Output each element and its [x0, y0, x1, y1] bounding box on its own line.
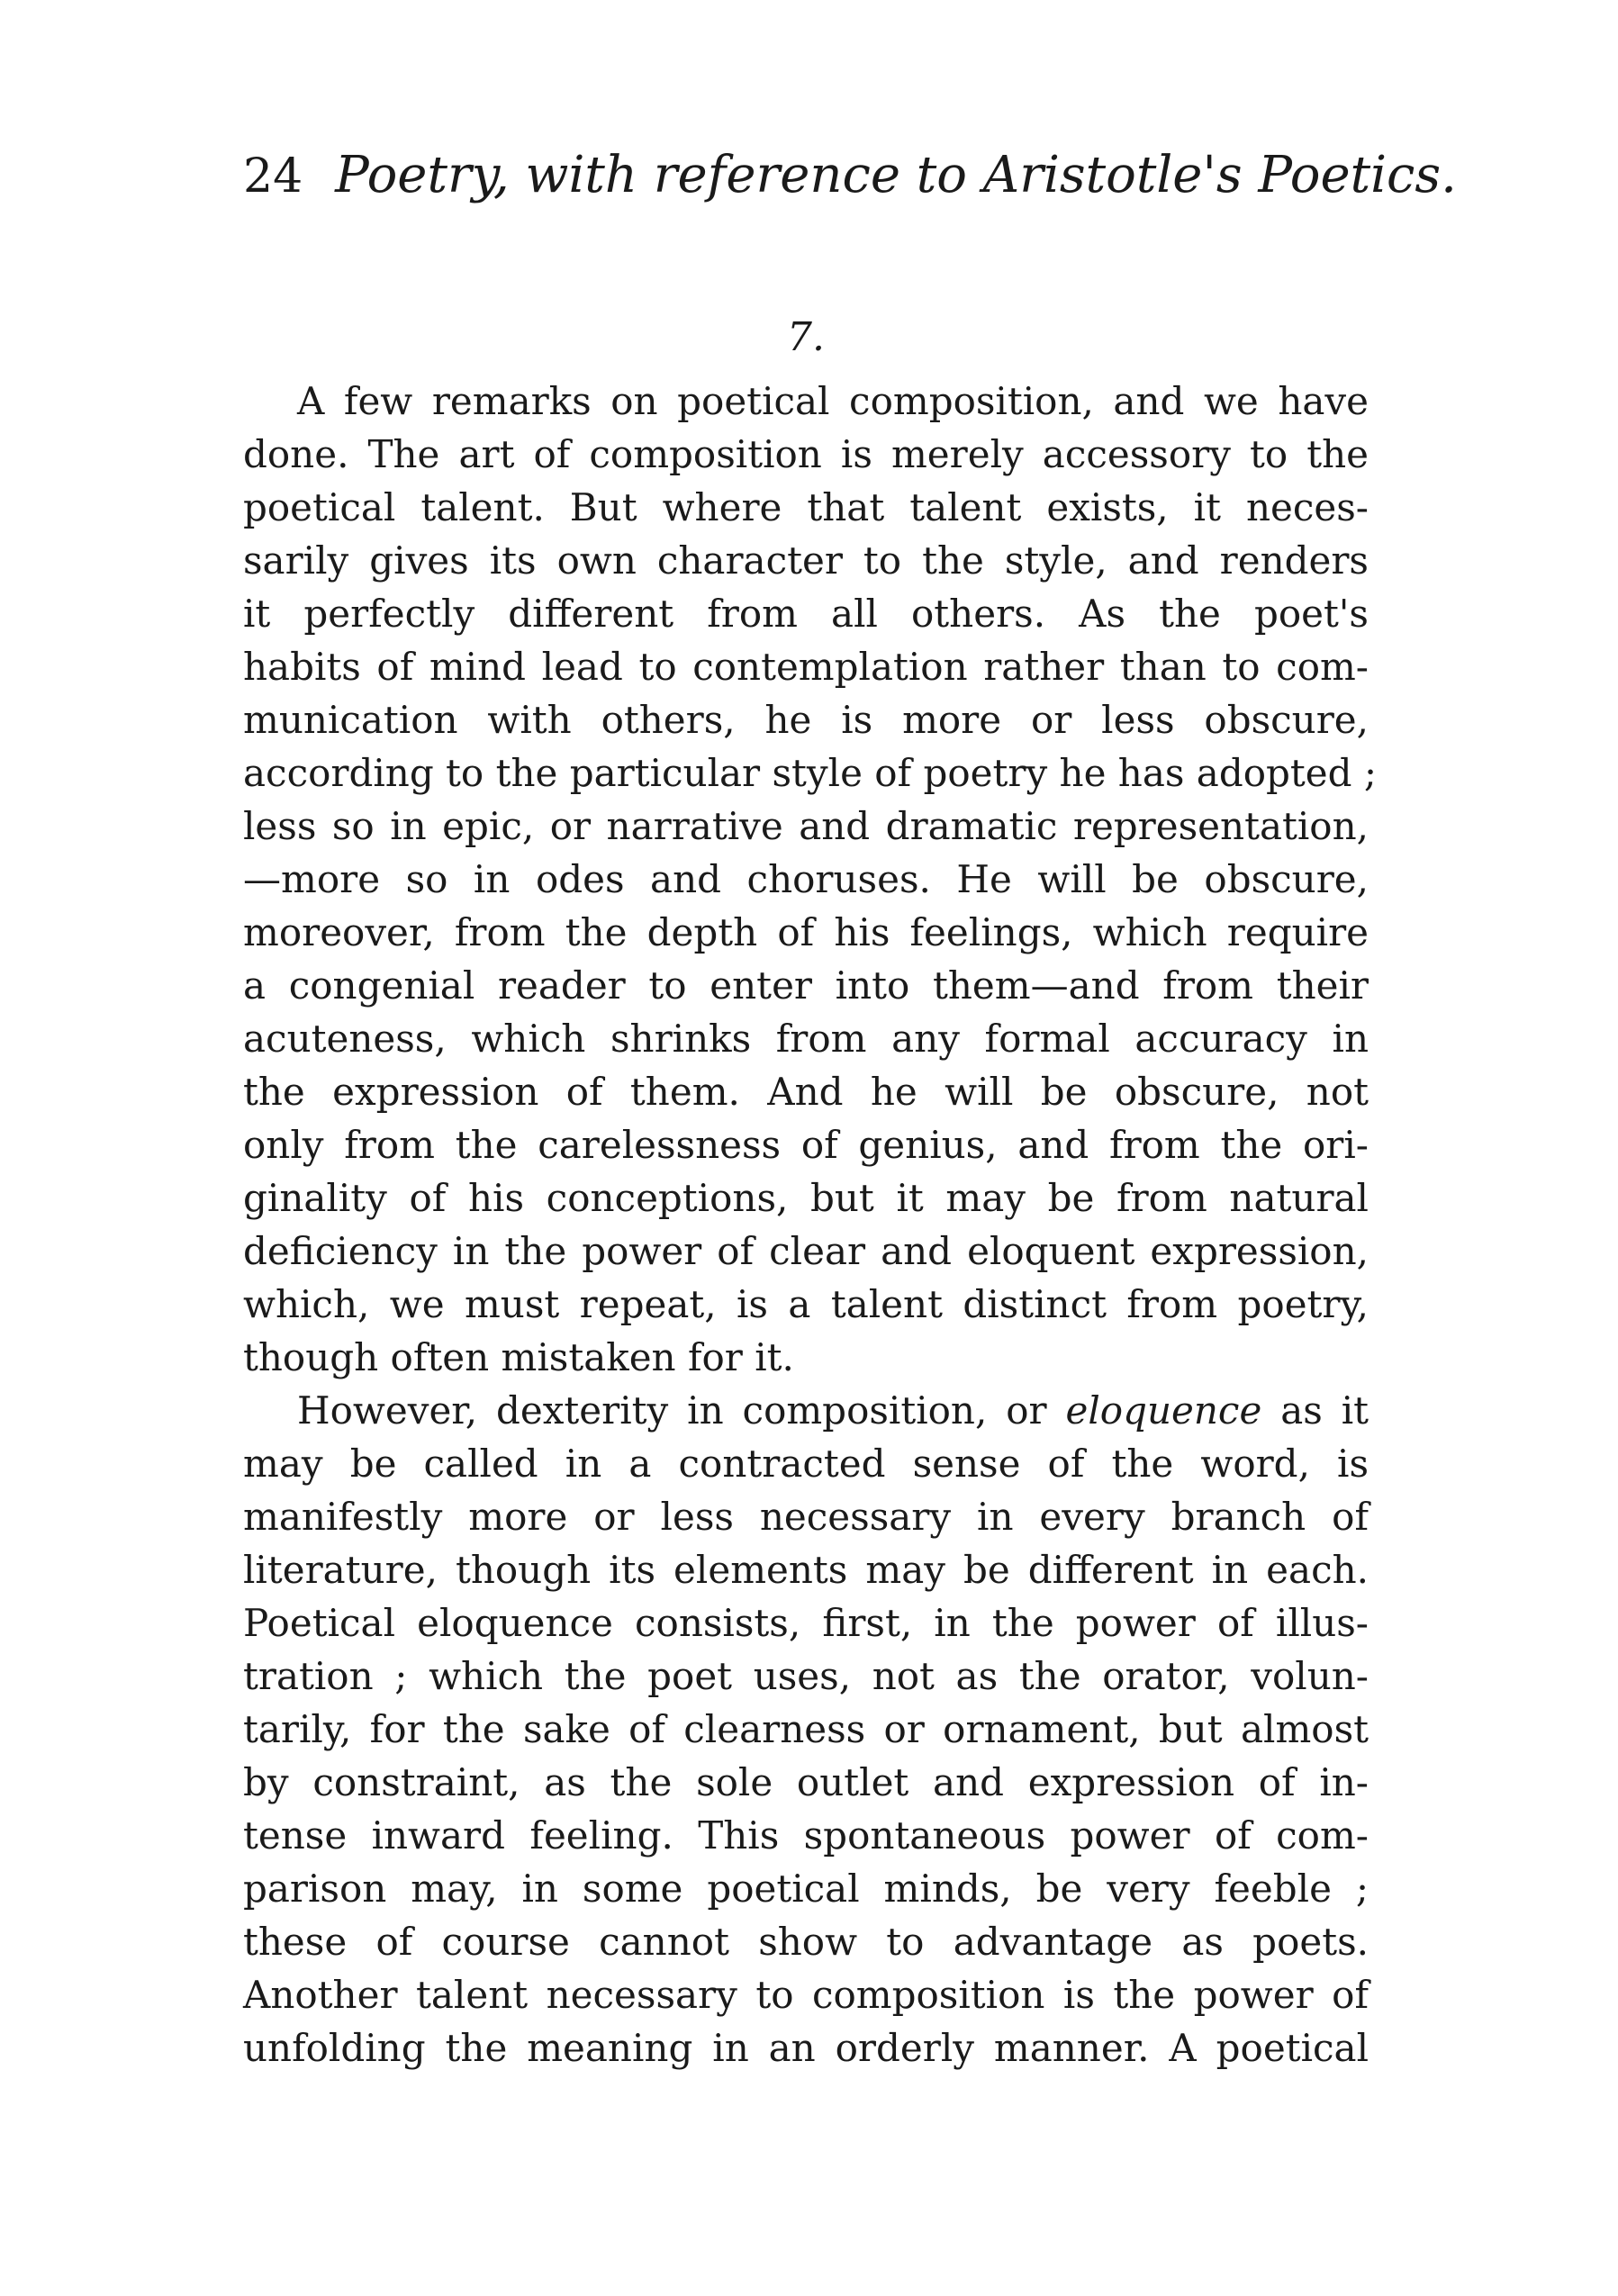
- text-line: Poetical eloquence consists, first, in the power of illus-: [243, 1601, 1369, 1645]
- text-line: done. The art of composition is merely accessory to the: [243, 432, 1369, 476]
- text-line: [243, 1384, 1369, 1437]
- text-line: tarily, for the sake of clearness or ornament, but almost: [243, 1707, 1369, 1751]
- running-title: Poetry, with reference to Aristotle's Poetics.: [335, 146, 1457, 204]
- text-line: Another talent necessary to composition is the power of: [243, 1973, 1369, 2017]
- text-line: it perfectly different from all others. As the poet's: [243, 592, 1369, 636]
- text-line: these of course cannot show to advantage as poets.: [243, 1920, 1369, 1964]
- text-line: according to the particular style of poetry he has adopted ;: [243, 751, 1377, 795]
- page-number: 24: [243, 149, 303, 203]
- running-head: [243, 126, 1457, 225]
- text-line: which, we must repeat, is a talent distinct from poetry,: [243, 1282, 1369, 1326]
- text-line: acuteness, which shrinks from any formal accuracy in: [243, 1017, 1369, 1061]
- text-line: habits of mind lead to contemplation rather than to com-: [243, 645, 1369, 689]
- text-line: literature, though its elements may be different in each.: [243, 1548, 1369, 1592]
- emphasis-eloquence: eloquence: [1065, 1388, 1262, 1433]
- text-line: tration ; which the poet uses, not as the orator, volun-: [243, 1654, 1369, 1698]
- text-line: a congenial reader to enter into them—and from their: [243, 963, 1369, 1008]
- text-line: munication with others, he is more or less obscure,: [243, 698, 1369, 742]
- text-line: moreover, from the depth of his feelings, which require: [243, 910, 1369, 954]
- text-line: by constraint, as the sole outlet and expression of in-: [243, 1760, 1369, 1804]
- text-line: only from the carelessness of genius, and from the ori-: [243, 1123, 1369, 1167]
- text-line: tense inward feeling. This spontaneous power of com-: [243, 1813, 1369, 1858]
- text-line: A few remarks on poetical composition, and we have: [297, 379, 1369, 423]
- text-line: manifestly more or less necessary in every branch of: [243, 1495, 1369, 1539]
- text-line: may be called in a contracted sense of the word, is: [243, 1442, 1369, 1486]
- book-page: [243, 126, 1457, 2197]
- text-line: —more so in odes and choruses. He will be obscure,: [243, 857, 1369, 901]
- text-line: the expression of them. And he will be obscure, not: [243, 1070, 1369, 1114]
- text-line: poetical talent. But where that talent exists, it neces-: [243, 485, 1369, 529]
- text-line: unfolding the meaning in an orderly manner. A poetical: [243, 2026, 1369, 2070]
- section-number: 7.: [787, 314, 825, 360]
- text-line: ginality of his conceptions, but it may be from natural: [243, 1176, 1369, 1220]
- text-line: less so in epic, or narrative and dramatic representation,: [243, 804, 1369, 848]
- text-line: sarily gives its own character to the style, and renders: [243, 538, 1369, 583]
- text-fragment: as it: [1280, 1388, 1369, 1433]
- text-line: though often mistaken for it.: [243, 1335, 794, 1379]
- text-line: deficiency in the power of clear and eloquent expression,: [243, 1229, 1369, 1273]
- text-fragment: However, dexterity in composition, or: [297, 1388, 1047, 1433]
- text-line: parison may, in some poetical minds, be very feeble ;: [243, 1867, 1369, 1911]
- paragraph-2: [243, 1384, 1369, 2075]
- paragraph-1: [243, 375, 1377, 1384]
